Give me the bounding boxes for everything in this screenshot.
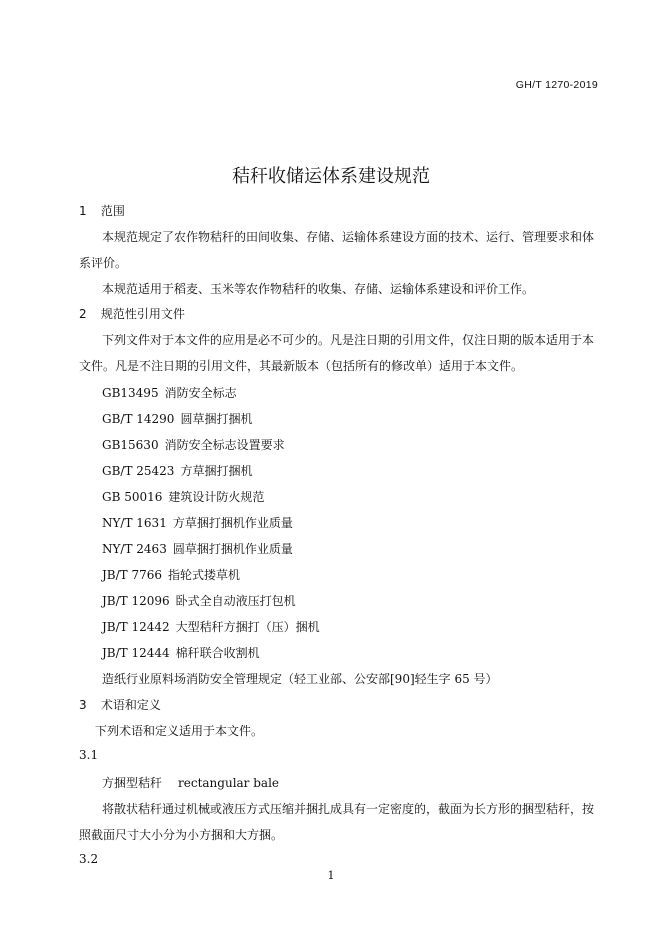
terms-intro: 下列术语和定义适用于本文件。 <box>95 724 264 738</box>
scope-paragraph-2: 本规范适用于稻麦、玉米等农作物秸秆的收集、存储、运输体系建设和评价工作。 <box>102 282 535 296</box>
reference-code: GB/T 25423 <box>102 464 175 478</box>
reference-name: 圆草捆打捆机作业质量 <box>172 542 293 556</box>
page-number: 1 <box>327 869 335 882</box>
section-number: 1 <box>79 204 87 218</box>
section-2-heading <box>79 305 185 322</box>
reference-code: JB/T 7766 <box>102 568 163 582</box>
section-3-heading <box>79 696 161 713</box>
reference-code: GB15630 <box>102 438 159 452</box>
reference-name: 卧式全自动液压打包机 <box>175 594 296 608</box>
term-definition-line-2: 照截面尺寸大小分为小方捆和大方捆。 <box>79 828 284 842</box>
section-title: 范围 <box>100 204 125 218</box>
section-1-heading <box>79 202 125 219</box>
reference-item <box>102 514 293 531</box>
section-title: 术语和定义 <box>100 698 161 712</box>
reference-name: 棉秆联合收割机 <box>175 646 260 660</box>
scope-paragraph-1-line-1: 本规范规定了农作物秸秆的田间收集、存储、运输体系建设方面的技术、运行、管理要求和体 <box>102 230 595 244</box>
reference-code: GB13495 <box>102 386 159 400</box>
reference-name: 方草捆打捆机 <box>180 464 253 478</box>
document-title: 秸秆收储运体系建设规范 <box>232 166 430 187</box>
reference-item <box>102 384 237 401</box>
reference-item <box>102 488 264 505</box>
term-number: 3.1 <box>79 748 99 762</box>
reference-item <box>102 540 293 557</box>
term-number: 3.2 <box>79 852 99 866</box>
term-heading <box>102 774 279 791</box>
reference-item-last: 造纸行业原料场消防安全管理规定（轻工业部、公安部[90]轻生字 65 号） <box>102 672 498 686</box>
section-number: 2 <box>79 307 87 321</box>
reference-name: 圆草捆打捆机 <box>180 412 253 426</box>
references-intro-line-1: 下列文件对于本文件的应用是必不可少的。凡是注日期的引用文件，仅注日期的版本适用于本 <box>102 333 595 347</box>
reference-name: 指轮式搂草机 <box>168 568 241 582</box>
reference-code: GB 50016 <box>102 490 163 504</box>
reference-item <box>102 436 285 453</box>
reference-code: JB/T 12096 <box>102 594 170 608</box>
reference-item <box>102 566 240 583</box>
reference-code: JB/T 12442 <box>102 620 170 634</box>
scope-paragraph-1-line-2: 系评价。 <box>79 256 128 270</box>
term-english: rectangular bale <box>178 776 280 790</box>
standard-number: GH/T 1270-2019 <box>515 79 598 91</box>
reference-name: 方草捆打捆机作业质量 <box>172 516 293 530</box>
reference-name: 建筑设计防火规范 <box>168 490 265 504</box>
reference-code: JB/T 12444 <box>102 646 170 660</box>
reference-item <box>102 644 260 661</box>
term-chinese: 方捆型秸秆 <box>102 776 163 790</box>
reference-name: 消防安全标志设置要求 <box>164 438 285 452</box>
reference-item <box>102 462 252 479</box>
reference-item <box>102 410 252 427</box>
reference-name: 消防安全标志 <box>164 386 237 400</box>
term-definition-line-1: 将散状秸秆通过机械或液压方式压缩并捆扎成具有一定密度的，截面为长方形的捆型秸秆，按 <box>102 802 595 816</box>
section-number: 3 <box>79 698 87 712</box>
section-title: 规范性引用文件 <box>100 307 185 321</box>
references-intro-line-2: 文件。凡是不注日期的引用文件，其最新版本（包括所有的修改单）适用于本文件。 <box>79 359 524 373</box>
reference-name: 大型秸秆方捆打（压）捆机 <box>175 620 320 634</box>
reference-code: NY/T 2463 <box>102 542 167 556</box>
reference-code: GB/T 14290 <box>102 412 175 426</box>
reference-code: NY/T 1631 <box>102 516 167 530</box>
reference-item <box>102 618 320 635</box>
reference-item <box>102 592 296 609</box>
